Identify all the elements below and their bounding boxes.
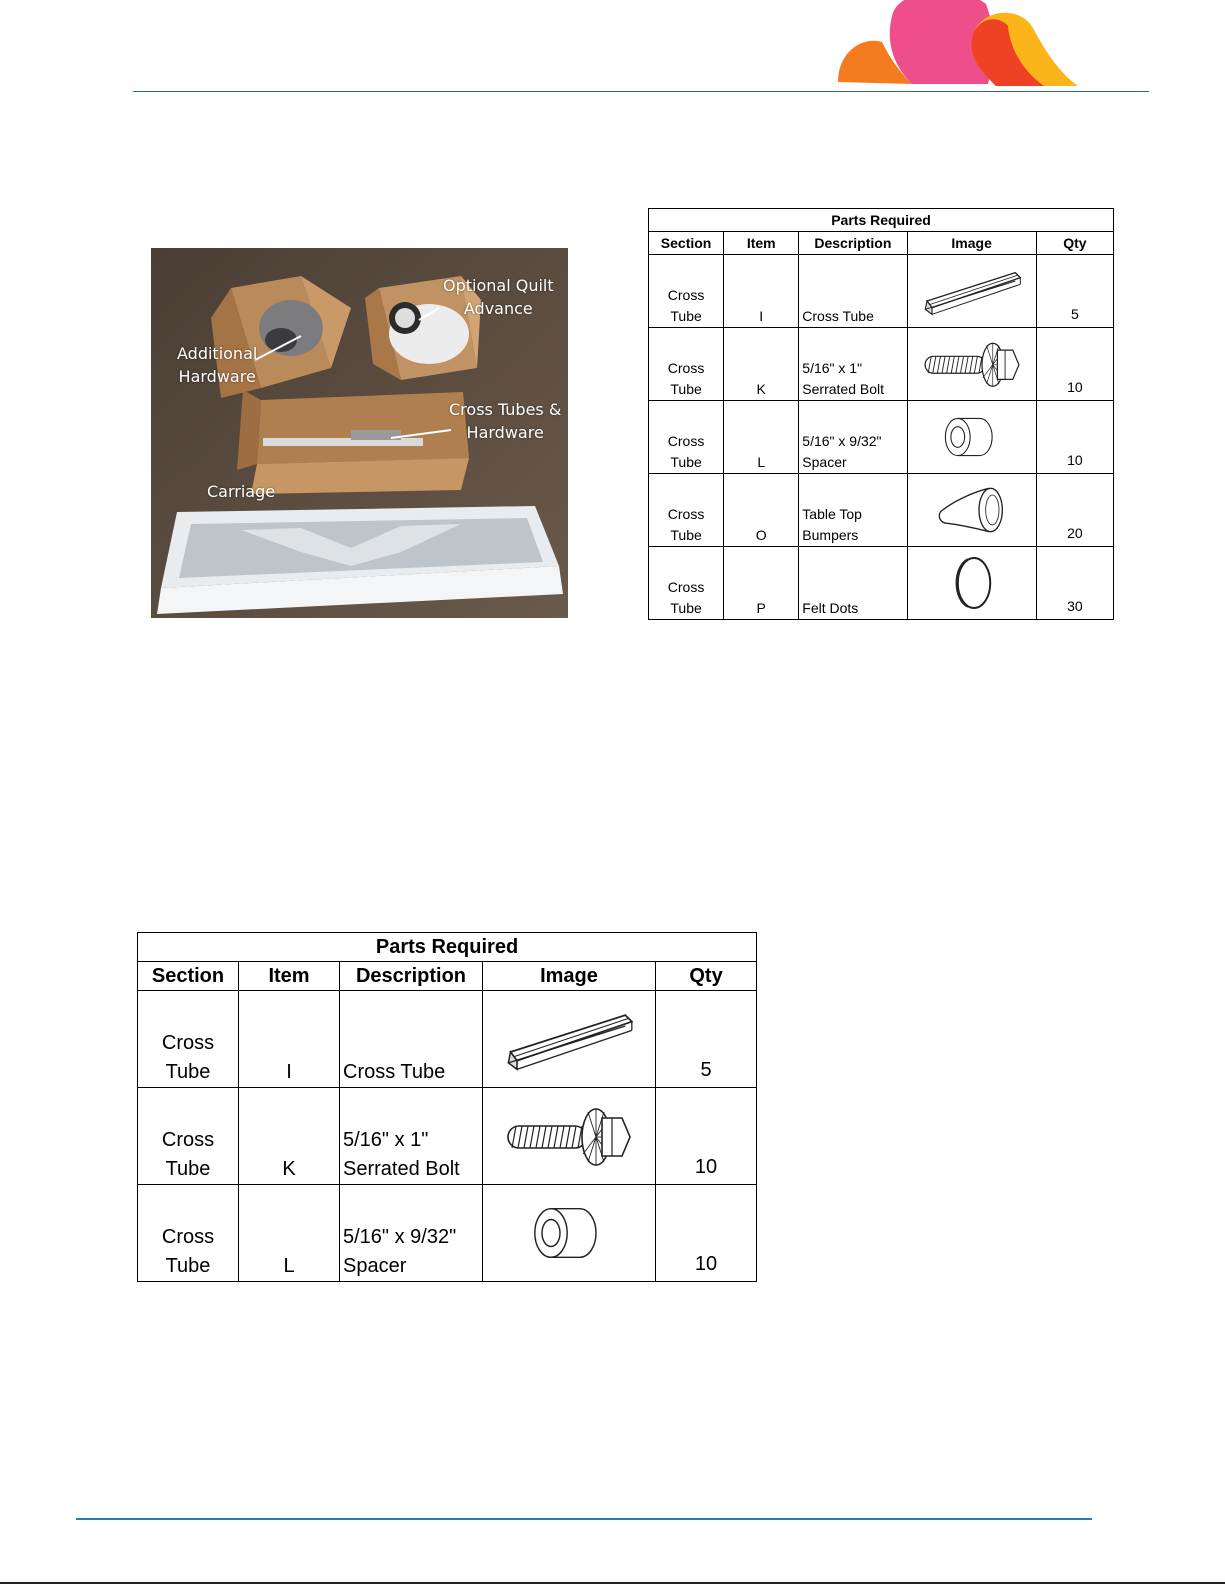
cell-description-line: Spacer: [802, 454, 847, 470]
cell-section-line: Tube: [165, 1061, 211, 1083]
label-additional-hardware: Additional Hardware: [177, 344, 258, 386]
cell-description: [340, 1185, 483, 1282]
cell-description-line: Felt Dots: [802, 600, 859, 616]
cell-section: [649, 474, 724, 547]
brand-logo: [838, 0, 1098, 92]
cell-section-line: Tube: [670, 527, 702, 543]
table-row: [649, 328, 1114, 401]
cell-image: [907, 255, 1036, 328]
cell-section-line: Tube: [165, 1158, 211, 1180]
cell-section-line: Cross: [667, 287, 705, 303]
cell-item: I: [239, 991, 340, 1088]
table-row: [138, 991, 757, 1088]
cell-section-line: Cross: [161, 1129, 215, 1151]
col-header-image: Image: [907, 232, 1036, 255]
cell-section: [649, 328, 724, 401]
table-title: Parts Required: [649, 209, 1114, 232]
cell-section-line: Tube: [670, 381, 702, 397]
cell-image: [483, 991, 656, 1088]
col-header-description: Description: [340, 962, 483, 991]
col-header-description: Description: [799, 232, 907, 255]
cell-description-line: Bumpers: [802, 527, 859, 543]
cell-section-line: Cross: [161, 1032, 215, 1054]
table-title: Parts Required: [138, 933, 757, 962]
footer-rule: [76, 1518, 1092, 1520]
cell-description-line: 5/16" x 9/32": [343, 1226, 457, 1248]
col-header-qty: Qty: [1036, 232, 1113, 255]
cell-image: [907, 547, 1036, 620]
col-header-image: Image: [483, 962, 656, 991]
cell-description: [799, 328, 907, 401]
cell-section-line: Cross: [161, 1226, 215, 1248]
cell-qty: 5: [656, 991, 757, 1088]
cell-description-line: Cross Tube: [343, 1061, 446, 1083]
serrated-bolt-icon: [922, 334, 1022, 394]
cell-section-line: Tube: [670, 600, 702, 616]
cell-item: L: [239, 1185, 340, 1282]
cell-description-line: 5/16" x 1": [802, 360, 863, 376]
cross-tube-icon: [504, 999, 634, 1079]
cell-image: [483, 1185, 656, 1282]
cell-item: O: [724, 474, 799, 547]
col-header-section: Section: [138, 962, 239, 991]
cross-tube-icon: [922, 261, 1022, 321]
cell-section-line: Cross: [667, 506, 705, 522]
table-row: [138, 1088, 757, 1185]
cell-section-line: Tube: [670, 308, 702, 324]
col-header-item: Item: [724, 232, 799, 255]
cell-section-line: Cross: [667, 433, 705, 449]
cell-image: [907, 328, 1036, 401]
cell-image: [907, 474, 1036, 547]
cell-image: [483, 1088, 656, 1185]
cell-description: [799, 255, 907, 328]
cell-section: [649, 401, 724, 474]
cell-section-line: Cross: [667, 360, 705, 376]
col-header-item: Item: [239, 962, 340, 991]
cell-item: L: [724, 401, 799, 474]
cell-item: K: [724, 328, 799, 401]
cell-qty: 10: [1036, 401, 1113, 474]
cell-description: [340, 991, 483, 1088]
col-header-section: Section: [649, 232, 724, 255]
cell-description: [799, 401, 907, 474]
cell-section: [649, 547, 724, 620]
table-row: [649, 474, 1114, 547]
cell-description: [799, 474, 907, 547]
cell-qty: 30: [1036, 547, 1113, 620]
cell-description-line: Cross Tube: [802, 308, 874, 324]
cell-section: [138, 1185, 239, 1282]
cell-item: P: [724, 547, 799, 620]
label-carriage: Carriage: [207, 482, 276, 501]
cell-qty: 10: [1036, 328, 1113, 401]
label-optional-quilt-advance: Optional Quilt Advance: [443, 276, 554, 318]
cell-qty: 5: [1036, 255, 1113, 328]
cell-description-line: Serrated Bolt: [343, 1158, 460, 1180]
cell-description-line: Spacer: [343, 1255, 407, 1277]
table-row: [138, 1185, 757, 1282]
parts-required-table-large: [137, 932, 757, 1282]
cell-item: I: [724, 255, 799, 328]
cell-qty: 10: [656, 1185, 757, 1282]
cell-description-line: 5/16" x 1": [343, 1129, 429, 1151]
page-bottom-rule: [0, 1582, 1225, 1584]
cell-section-line: Cross: [667, 579, 705, 595]
header-rule: [133, 91, 1149, 92]
label-cross-tubes-hardware: Cross Tubes & Hardware: [449, 400, 562, 442]
table-row: [649, 547, 1114, 620]
table-row: [649, 255, 1114, 328]
cell-section: [138, 1088, 239, 1185]
cell-section: [138, 991, 239, 1088]
serrated-bolt-icon: [504, 1096, 634, 1176]
cell-qty: 10: [656, 1088, 757, 1185]
cell-description: [799, 547, 907, 620]
spacer-icon: [533, 1193, 605, 1273]
cell-description: [340, 1088, 483, 1185]
cell-section-line: Tube: [165, 1255, 211, 1277]
bumper-icon: [934, 480, 1009, 540]
parts-required-table-small: [648, 208, 1114, 620]
cell-section: [649, 255, 724, 328]
cell-description-line: Serrated Bolt: [802, 381, 884, 397]
packaging-photo: [151, 248, 568, 618]
cell-item: K: [239, 1088, 340, 1185]
cell-qty: 20: [1036, 474, 1113, 547]
cell-image: [907, 401, 1036, 474]
cell-description-line: 5/16" x 9/32": [802, 433, 882, 449]
cell-section-line: Tube: [670, 454, 702, 470]
cell-description-line: Table Top: [802, 506, 862, 522]
col-header-qty: Qty: [656, 962, 757, 991]
felt-dot-icon: [944, 553, 999, 613]
spacer-icon: [944, 407, 999, 467]
table-row: [649, 401, 1114, 474]
